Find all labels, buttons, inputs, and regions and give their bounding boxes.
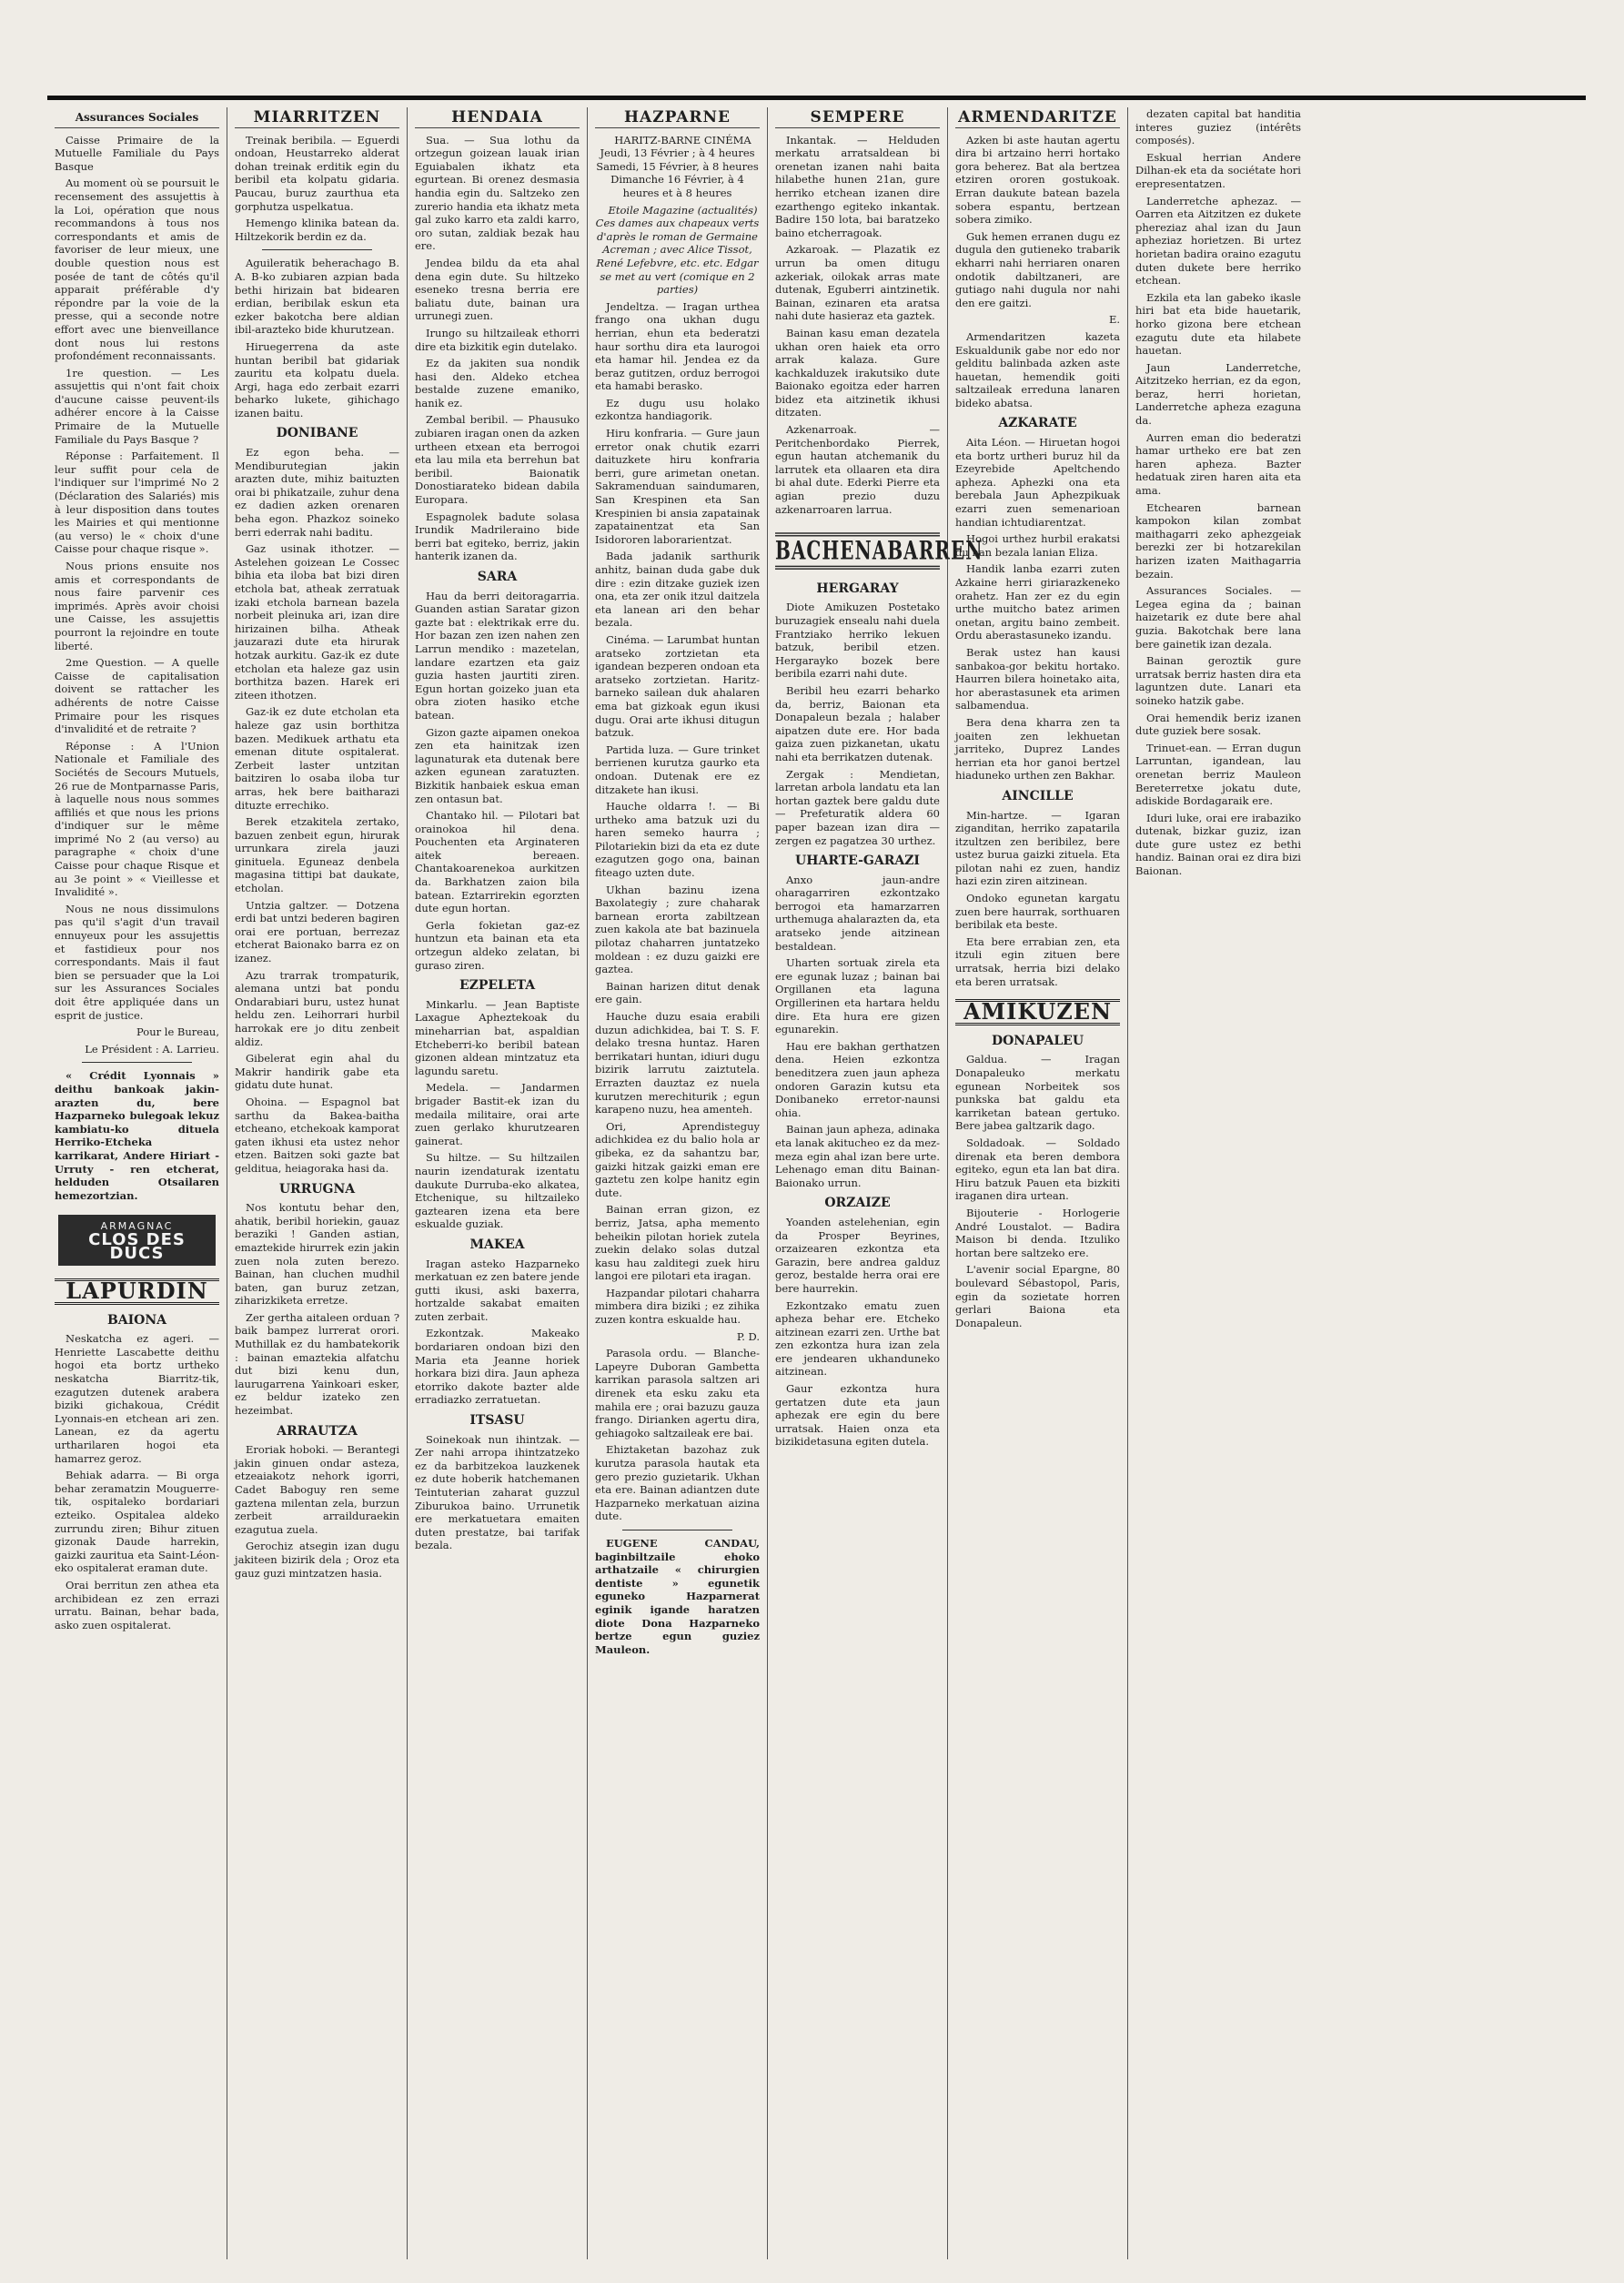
region-heading: AMIKUZEN [955, 999, 1120, 1025]
article-paragraph: Anxo jaun-andre oharagarriren ezkontzako berrogoi eta hamarzarren urthemuga ahalarazten da, eta aratseko jende aitzinean bestaldean. [775, 873, 940, 953]
article-paragraph: Armendaritzen kazeta Eskualdunik gabe nor edo nor gelditu balinbada azken aste hauetan, hemendik goiti saltzaileak erreduna lanaren bideko abatsa. [955, 329, 1120, 409]
article-paragraph: Guk hemen erranen dugu ez dugula den gutieneko trabarik ekharri nahi herriaren onaren ondotik dabiltzaneri, are gutiago nahi dugula nor nahi den ere gaitzi. [955, 229, 1120, 309]
article-paragraph: Gerochiz atsegin izan dugu jakiteen bizirik dela ; Oroz eta gauz guzi mintzatzen hasia. [235, 1540, 399, 1580]
advertisement-line: ARMAGNAC [100, 1220, 174, 1233]
article-paragraph: Ez egon beha. — Mendiburutegian jakin arazten dute, mihiz baituzten orai bi phikatzaile, zuhur dena ez dadien azken orenaren beha egon. Phazkoz soineko berri ederrak nahi baditu. [235, 446, 399, 539]
article-paragraph: Hazpandar pilotari chaharra mimbera dira biziki ; ez zihika zuzen kontra eskualde hau. [595, 1286, 760, 1327]
article-paragraph: Irungo su hiltzaileak ethorri dire eta bizkitik egin dutelako. [415, 326, 580, 353]
article-paragraph: HARITZ-BARNE CINÉMA Jeudi, 13 Février ; à 4 heures Samedi, 15 Février, à 8 heures Dimanche 16 Février, à 4 heures et à 8 heures [596, 133, 759, 199]
article-paragraph: Azkaroak. — Plazatik ez urrun ba omen ditugu azkeriak, oilokak arras mate dutenak, Eguberri aintzinetik. Bainan, ezinaren eta aratsa nahi dute hasieraz eta gaztek. [775, 243, 940, 323]
columns-container [47, 107, 1588, 2259]
article-paragraph: Jendea bildu da eta ahal dena egin dute. Su hiltzeko eseneko tresna berria ere baliatu dute, bainan ura urrunegi zuen. [415, 256, 580, 323]
article-paragraph: Ori, Aprendisteguy adichkidea ez du balio hola ar gibeka, ez da sahantzu bar, gaizki hitzak gaizki eman ere gaztetu zen kolpe hanitz egin dute. [595, 1119, 760, 1199]
article-paragraph: Eroriak hoboki. — Berantegi jakin ginuen ondar asteza, etzeaiakotz nehork igorri, Cadet Baboguy ren seme gaztena milentan zela, burzun zerbeit arrailduraekin ezagutua zuela. [235, 1443, 399, 1536]
article-paragraph: Galdua. — Iragan Donapaleuko merkatu egunean Norbeitek sos punkska bat galdu eta karriketan batean gertuko. Bere jabea galtzarik dago. [955, 1053, 1120, 1133]
town-subheading: ITSASU [469, 1413, 525, 1429]
town-subheading: SARA [477, 570, 518, 584]
article-paragraph: dezaten capital bat handitia interes guziez (intérêts composés). [1135, 107, 1301, 147]
separator-rule [82, 1062, 192, 1063]
article-paragraph: Ehiztaketan bazohaz zuk kurutza parasola hautak eta gero prezio guzietarik. Ukhan eta ere. Bainan adiantzen dute Hazparneko merkatuan aizina dute. [595, 1443, 760, 1523]
top-rule [47, 96, 1586, 100]
town-subheading: URRUGNA [278, 1181, 356, 1197]
article-paragraph: Uharten sortuak zirela eta ere egunak luzaz ; bainan bai Orgillanen eta laguna Orgillerinen eta hartara heldu dire. Eta hura ere gizen egunarekin. [775, 956, 940, 1036]
article-paragraph: Min-hartze. — Igaran ziganditan, herriko zapatarila itzultzen zen beribilez, bere ustez burua gaizki zituela. Eta pilotan nahi ez zuen, handiz hazi ezin ziren aitzinean. [955, 808, 1120, 888]
article-paragraph: Cinéma. — Larumbat huntan aratseko zortzietan eta igandean bezperen ondoan eta aratseko zortzietan. Haritz-barneko sailean duk ahalaren ema bat gizkoak egun ikusi dugu. Orai arte ikhusi ditugun batzuk. [595, 632, 760, 740]
column-heading: MIARRITZEN [235, 111, 399, 128]
article-paragraph: Bera dena kharra zen ta joaiten zen lekhuetan jarriteko, Duprez Landes herrian eta hor ganoi bertzel hiaduneko urthen zen Bakhar. [955, 715, 1120, 783]
article-paragraph: Behiak adarra. — Bi orga behar zeramatzin Mouguerre-tik, ospitaleko bordariari ezteiko. Ospitalea aldeko zurrundu ziren; Bihur zituen gizonak Daude harrekin, gaizki zauritua eta Saint-Léon-eko ospitalerat eraman dute. [55, 1469, 219, 1575]
article-paragraph: Hau ere bakhan gerthatzen dena. Heien ezkontza beneditzera zuen jaun apheza ondoren Garazin kutsu eta Donibaneko erretor-naunsi ohia. [775, 1039, 940, 1119]
article-paragraph: Réponse : Parfaitement. Il leur suffit pour cela de l'indiquer sur l'imprimé No 2 (Déclaration des Salariés) mis à leur disposition dans toutes les Mairies et qui mentionne (au verso) le « choix d'une Caisse pour chaque risque ». [55, 450, 219, 556]
article-paragraph: Berak ustez han kausi sanbakoa-gor bekitu hortako. Haurren bilera hoinetako aita, hor aberastasunek eta arimen salbamendua. [955, 645, 1120, 712]
article-paragraph: Ukhan bazinu izena Baxolategiy ; zure chaharak barnean erorta zabiltzean zuen kakola ate bat bazinuela pilotaz chaharren juntatzeko moldean : ez duzu gaizki ere gaztea. [595, 883, 760, 976]
region-heading: BACHENABARREN [775, 533, 940, 570]
article-paragraph: Neskatcha ez ageri. — Henriette Lascabette deithu hogoi eta bortz urtheko neskatcha Biarritz-tik, ezagutzen dutenek arabera biziki gichakoua, Crédit Lyonnais-en etchean ari zen. Lanean, ez da agertu urtharilaren hogoi eta hamarrez geroz. [55, 1332, 219, 1465]
article-paragraph: Soldadoak. — Soldado direnak eta beren dembora egiteko, egun eta lan bat dira. Hiru batzuk Pauen eta bizkiti iraganen dira urtean. [955, 1136, 1120, 1203]
article-paragraph: Hogoi urthez hurbil erakatsi du han bezala lanian Eliza. [955, 532, 1120, 559]
article-paragraph: Partida luza. — Gure trinket berrienen kurutza gaurko eta ondoan. Dutenak ere ez ditzakete han ikusi. [595, 742, 760, 796]
article-paragraph: Bainan kasu eman dezatela ukhan oren haiek eta orro arrak kalaza. Gure kachkalduzek irakutsiko dute Baionako egoitza eder harren bidez eta aitzinetik ikhusi ditzaten. [775, 326, 940, 419]
article-paragraph: Nous ne nous dissimulons pas qu'il s'agit d'un travail ennuyeux pour les assujettis et fastidieux pour nos correspondants. Mais il faut bien se persuader que la Loi sur les Assurances Sociales doit être appliquée dans un esprit de justice. [55, 902, 219, 1022]
article-paragraph: Untzia galtzer. — Dotzena erdi bat untzi bederen bagiren orai ere portuan, berrezaz etcherat Baionako barra ez on izanez. [235, 898, 399, 965]
article-paragraph: Ez da jakiten sua nondik hasi den. Aldeko etchea bestalde zuzene emaniko, hanik ez. [415, 357, 580, 409]
advertisement-box [58, 1215, 216, 1266]
article-paragraph: Parasola ordu. — Blanche-Lapeyre Duboran Gambetta karrikan parasola saltzen ari direnek eta esku zaku eta mahila ere ; orai bazuzu gauza frango. Dirianken agertu dira, gehiagoko saltzaileak ere bai. [595, 1347, 760, 1440]
town-subheading: MAKEA [469, 1237, 525, 1252]
article-paragraph: EUGENE CANDAU, baginbiltzaile ehoko arthatzaile « chirurgien dentiste » egunetik eguneko Hazparnerat eginik igande haratzen diote Dona Hazparneko bertze egun guziez Mauleon. [595, 1536, 760, 1656]
article-paragraph: Etoile Magazine (actualités) Ces dames aux chapeaux verts d'après le roman de Germaine Acreman ; avec Alice Tissot, René Lefebvre, etc. etc. Edgar se met au vert (comique en 2 parties) [595, 203, 760, 297]
article-paragraph: Hauche duzu esaia erabili duzun adichkidea, bai T. S. F. delako tresna huntaz. Haren berrikatari huntan, idiuri dugu bizirik larrutu zaiztutela. Errazten dauztaz ez nuela kurutzen merechiturik ; egun karapeno nuzu, hea amenteh. [595, 1010, 760, 1116]
article-paragraph: Au moment où se poursuit le recensement des assujettis à la Loi, opération que nous recommandons à tous nos correspondants et amis de favoriser de leur mieux, une double question nous est posée de tant de côtés qu'il apparait préférable d'y répondre par la voie de la presse, qui a seconde notre effort avec une bienveillance dont nous lui restons profondément reconnaissants. [55, 177, 219, 363]
article-paragraph: Diote Amikuzen Postetako buruzagiek ensealu nahi duela Frantziako herriko lekuen batzuk, beribil etzen. Hergarayko bozek bere beribila ezarri nahi dute. [775, 601, 940, 681]
town-subheading: ARRAUTZA [277, 1423, 358, 1439]
article-paragraph: Berek etzakitela zertako, bazuen zenbeit egun, hirurak urrunkara zirela jauzi ginituela. Eguneaz denbela magasina tittipi bat daukate, etcholan. [235, 815, 399, 895]
article-paragraph: Ezkila eta lan gabeko ikasle hiri bat eta bide hauetarik, horko gizona bere etchean ezagutu dute eta hilabete hauetan. [1135, 290, 1301, 358]
article-paragraph: Zer gertha aitaleen orduan ? baik bampez lurrerat orori. Muthillak ez du hambatekorik : bainan emaztekia alfatchu dut bizi kenu dun, laurugarrena Yainkoari esker, ez beldur izateko zen hezeimbat. [235, 1310, 399, 1418]
article-paragraph: Soinekoak nun ihintzak. — Zer nahi arropa ihintzatzeko ez da barbitzekoa lauzkenek ez dute hoberik hatchemanen Teintuterian zaharat guzzul Ziburukoa baino. Urrunetik ere merkatuetara emaiten duten prestatze, bai tarifak bezala. [415, 1432, 580, 1552]
article-paragraph: Minkarlu. — Jean Baptiste Laxague Apheztekoak du mineharrian bat, aspaldian Etcheberri-ko beribil batean gizonen aldean mintzatuz eta lagundu saretu. [415, 997, 580, 1077]
town-subheading: ORZAIZE [824, 1196, 891, 1211]
column-heading: HAZPARNE [595, 111, 760, 128]
article-paragraph: Gerla fokietan gaz-ez huntzun eta bainan eta eta ortzegun aldeko zelatan, bi guraso ziren. [415, 918, 580, 972]
town-subheading: AZKARATE [998, 416, 1077, 431]
article-paragraph: E. [1108, 313, 1120, 327]
column-heading: HENDAIA [415, 111, 580, 128]
column-2 [227, 107, 408, 2259]
article-paragraph: Jendeltza. — Iragan urthea frango ona ukhan dugu herrian, ehun eta bederatzi haur sorthu dira eta laurogoi eta hamar hil. Jendea ez da beraz gutitzen, orduz berrogoi eta hamabi berasko. [595, 299, 760, 393]
column-3 [408, 107, 588, 2259]
article-paragraph: Gibelerat egin ahal du Makrir handirik gabe eta gidatu dute hunat. [235, 1052, 399, 1092]
article-paragraph: Nos kontutu behar den, ahatik, beribil horiekin, gauaz beraziki ! Ganden astian, emaztekide hirurrek ezin jakin zuen nola zuten berezo. Bainan, han cluchen mudhil baten, gan buruz zetzan, ziharizkiketa erretze. [235, 1201, 399, 1308]
advertisement-line: CLOS DES DUCS [88, 1229, 186, 1263]
article-paragraph: Gaz usinak ithotzer. — Astelehen goizean Le Cossec bihia eta iloba bat bizi diren etchola bat, atheak zerratuak izaki etchola barnean bazela norbeit pleinuka ari, izan dire hirizainen bilha. Atheak jauzarazi dute eta hirurak hotzak aurkitu. Gaz-ik ez dute etcholan eta haleze gaz usin borthitza bazen. Harek eri ziteen ithotzen. [235, 542, 399, 702]
article-paragraph: Chantako hil. — Pilotari bat orainokoa hil dena. Pouchenten eta Arginateren aitek bereaen. Chantakoarenekoa aurkitzen da. Barkhatzen zaion bila batean. Eztarrirekin egorzten dute egun hortan. [415, 809, 580, 915]
article-paragraph: Su hiltze. — Su hiltzailen naurin izendaturak izentatu daukute Durruba-eko alkatea, Etchenique, su hiltzaileko gaztearen izena eta bere eskualde guziak. [415, 1151, 580, 1231]
article-paragraph: P. D. [736, 1329, 760, 1343]
article-paragraph: Azken bi aste hautan agertu dira bi artzaino herri hortako gora beherez. Bat ala bertzea etziren ororen gostukoak. Erran daukute batean bazela sobera espantu, bertzean sobera zimiko. [955, 133, 1120, 227]
article-paragraph: Assurances Sociales. — Legea egina da ; bainan haizetarik ez dute bere ahal guzia. Bakotchak bere lana bere gainetik izan dezala. [1135, 584, 1301, 651]
column-6 [948, 107, 1128, 2259]
column-4 [588, 107, 768, 2259]
article-paragraph: Handik lanba ezarri zuten Azkaine herri giriarazkeneko orahetz. Han zer ez du egin urthe muitcho batez arimen onetan, argitu baino zembeit. Ordu aberastasuneko izandu. [955, 562, 1120, 642]
article-paragraph: Bada jadanik sarthurik anhitz, bainan duda gabe duk dire : ezin ditzake guziek izen ona, eta zer onik itzul daitzela eta lanean ari den behar bezala. [595, 550, 760, 630]
article-paragraph: Bainan jaun apheza, adinaka eta lanak akitucheo ez da mez-meza egin ahal izan bere urte. Lehenago eman ditu Bainan-Baionako urrun. [775, 1123, 940, 1189]
article-paragraph: Bainan geroztik gure urratsak berriz hasten dira eta laguntzen dute. Lanari eta soineko hatzik gabe. [1135, 654, 1301, 707]
town-subheading: EZPELETA [459, 978, 536, 994]
column-heading: Assurances Sociales [55, 111, 219, 128]
article-paragraph: 1re question. — Les assujettis qui n'ont fait choix d'aucune caisse peuvent-ils adhérer encore à la Caisse Primaire de la Mutuelle Familiale du Pays Basque ? [55, 366, 219, 446]
article-paragraph: Pour le Bureau, [136, 1025, 219, 1039]
article-paragraph: Gaz-ik ez dute etcholan eta haleze gaz usin borthitza bazen. Medikuek arthatu eta emenan ditute ospitalerat. Zerbeit laster untzitan baitziren lo osaba iloba tur arras, hek bere baitharazi dituzte errechiko. [235, 705, 399, 812]
article-paragraph: Hiru konfraria. — Gure jaun erretor onak chutik ezarri daituzkete hiru konfraria berri, gure arimetan onetan. Sakramenduan saindumaren, San Krespinen eta San Krespinien bi ansia zapatainak zapatainentzat eta San Isidororen laborarientzat. [595, 427, 760, 546]
article-paragraph: Caisse Primaire de la Mutuelle Familiale du Pays Basque [55, 133, 219, 173]
article-paragraph: Hemengo klinika batean da. Hiltzekorik berdin ez da. [235, 217, 399, 243]
article-paragraph: Beribil heu ezarri beharko da, berriz, Baionan eta Donapaleun bezala ; halaber aipatzen dute ere. Hor bada gaiza zuen pizkanetan, ukatu nahi eta berrikatzen dutenak. [775, 683, 940, 763]
article-paragraph: Nous prions ensuite nos amis et correspondants de nous faire parvenir ces imprimés. Après avoir choisi une Caisse, les assujettis pourront la rejoindre en toute liberté. [55, 560, 219, 652]
article-paragraph: Azu trarrak trompaturik, alemana untzi bat pondu Ondarabiari buru, ustez hunat heldu zen. Leihorrari hurbil harrokak ere jo ditu zenbeit aldiz. [235, 968, 399, 1048]
article-paragraph: Eta bere errabian zen, eta itzuli egin zituen bere urratsak, herria bizi delako eta beren urratsak. [955, 934, 1120, 988]
article-paragraph: Treinak beribila. — Eguerdi ondoan, Heustarreko alderat dohan treinak erditik egin du beribil eta kolpatu gidaria. Paucau, buruz zaurthua eta gorphutza uspelkatua. [235, 133, 399, 213]
article-paragraph: Yoanden astelehenian, egin da Prosper Beyrines, orzaizearen ezkontza eta Garazin, bere andrea galduz geroz, bestalde herra orai ere bere haurrekin. [775, 1215, 940, 1295]
article-paragraph: Ezkontzak. Makeako bordariaren ondoan bizi den Maria eta Jeanne horiek horkara bizi dira. Jaun apheza etorriko dakote bazter alde erradiazko zerratuetan. [415, 1327, 580, 1407]
article-paragraph: Gizon gazte aipamen onekoa zen eta hainitzak izen lagunaturak eta dutenak bere azken egunean zaratuzten. Bizkitik hanbaiek eskua eman zen ontasun bat. [415, 725, 580, 805]
article-paragraph: Trinuet-ean. — Erran dugun Larruntan, igandean, lau orenetan berriz Mauleon Bereterretxe jokatu dute, adiskide Bordagaraik ere. [1135, 741, 1301, 808]
article-paragraph: Hau da berri deitoragarria. Guanden astian Saratar gizon gazte bat : elektrikak erre du. Hor bazan zen izen nahen zen Larrun mendiko : mazetelan, landare ezartzen eta gaiz guzia hasten jaurtiti ziren. Egun hortan goizeko juan eta obra zioten hasiko etche batean. [415, 589, 580, 722]
column-heading: SEMPERE [775, 111, 940, 128]
article-paragraph: Bijouterie - Horlogerie André Loustalot. — Badira Maison bi denda. Itzuliko hortan bere saltzeko ere. [955, 1206, 1120, 1259]
article-paragraph: Ezkontzako ematu zuen apheza behar ere. Etcheko aitzinean ezarri zen. Urthe bat zen ezkontza hura izan zela ere jendearen ukhanduneko aitzinean. [775, 1298, 940, 1379]
town-subheading: DONAPALEU [991, 1033, 1084, 1048]
article-paragraph: Aguileratik beherachago B. A. B-ko zubiaren azpian bada bethi hirizain bat bidearen erdian, beribilak eskun eta ezker bakotcha bere aldian ibil-arazteko bide khurutzean. [235, 257, 399, 337]
column-7 [1128, 107, 1308, 2259]
article-paragraph: Ez dugu usu holako ezkontza handiagorik. [595, 396, 760, 423]
town-subheading: UHARTE-GARAZI [795, 854, 920, 869]
article-paragraph: Ohoina. — Espagnol bat sarthu da Bakea-baitha etcheano, etchekoak kamporat gaten ikhusi eta ustez nehor etzen. Baitzen soki gazte bat gelditua, heiagoraka hasi da. [235, 1095, 399, 1175]
town-subheading: HERGARAY [816, 581, 899, 596]
article-paragraph: Aurren eman dio bederatzi hamar urtheko ere bat zen haren apheza. Bazter hedatuak ziren haren aita eta ama. [1135, 430, 1301, 498]
article-paragraph: Medela. — Jandarmen brigader Bastit-ek izan du medaila militaire, orai arte zuen gerlako khurutzearen gainerat. [415, 1081, 580, 1147]
article-paragraph: 2me Question. — A quelle Caisse de capitalisation doivent se rattacher les adhérents de notre Caisse Primaire pour les risques d'invalidité et de retraite ? [55, 656, 219, 736]
article-paragraph: Le Président : A. Larrieu. [85, 1042, 219, 1056]
article-paragraph: Landerretche aphezaz. — Oarren eta Aitzitzen ez dukete phereziaz ahal izan du Jaun apheziaz horietzen. Bi urtez horietan badira oraino ezagutu duten dukete bere herriko etchean. [1135, 194, 1301, 288]
article-paragraph: Jaun Landerretche, Aitzitzeko herrian, ez da egon, beraz, herri horietan, Landerretche apheza ezaguna da. [1135, 360, 1301, 428]
article-paragraph: Etchearen barnean kampokon kilan zombat maithagarri zeko aphezgeiak berezki zer bi hotzarekilan harizen izaten Maithagarria bezain. [1135, 500, 1301, 581]
article-paragraph: Iragan asteko Hazparneko merkatuan ez zen batere jende gutti ikusi, aski baxerra, hortzalde sakabat emaiten zuten zerbait. [415, 1257, 580, 1323]
town-subheading: DONIBANE [276, 426, 358, 441]
article-paragraph: Iduri luke, orai ere irabaziko dutenak, bizkar guziz, izan dute gure ustez ez bethi handiz. Bainan orai ez dira bizi Baionan. [1135, 811, 1301, 878]
separator-rule [262, 249, 372, 250]
article-paragraph: Zergak : Mendietan, larretan arbola landatu eta lan hortan gaztek bere galdu dute — Prefeturatik aldera 60 paper bazean izan dira — zergen ez pagatzea 30 urthez. [775, 767, 940, 847]
article-paragraph: Azkenarroak. — Peritchenbordako Pierrek, egun hautan atchemanik du larrutek eta ollaaren eta dira bi ahal dute. Ederki Pierre eta agian prezio duzu azkenarroaren larrua. [775, 423, 940, 516]
article-paragraph: Zembal beribil. — Phausuko zubiaren iragan onen da azken urtheen etxean eta berrogoi eta lau mila eta berrehun bat beribil. Baionatik Donostiarateko bidean dabila Europara. [415, 413, 580, 507]
article-paragraph: Orai hemendik beriz izanen dute guziek bere sosak. [1135, 711, 1301, 738]
town-subheading: BAIONA [106, 1312, 167, 1328]
column-1 [47, 107, 227, 2259]
column-5 [768, 107, 983, 2259]
article-paragraph: Aita Léon. — Hiruetan hogoi eta bortz urtheri buruz hil da Ezeyrebide Apeltchendo apheza. Aphezki ona eta berebala Jaun Aphezpikuak ezarri zuen semenarioan handian ichtudiarentzat. [955, 436, 1120, 529]
article-paragraph: Hauche oldarra !. — Bi urtheko ama batzuk uzi du haren semeko haurra ; Pilotariekin bizi da eta ez dute ezagutzen gogo ona, bainan fiteago uzten dute. [595, 800, 760, 880]
article-paragraph: L'avenir social Epargne, 80 boulevard Sébastopol, Paris, egin da sozietate horren gerlari Baiona eta Donapaleun. [955, 1263, 1120, 1329]
region-heading: LAPURDIN [55, 1278, 219, 1305]
article-paragraph: Ondoko egunetan kargatu zuen bere haurrak, sorthuaren beribilak eta beste. [955, 892, 1120, 932]
article-paragraph: Sua. — Sua lothu da ortzegun goizean lauak irian Eguiabalen ikhatz eta egurtean. Bi orenez desmasia handia egin du. Saltzeko zen zurerio handia eta ikhatz meta gal zuko karro eta zaldi karro, oro sutan, zaldiak bezak hau ere. [415, 133, 580, 253]
article-paragraph: « Crédit Lyonnais » deithu bankoak jakin-arazten du, bere Hazparneko bulegoak lekuz kambiatu-ko dituela Herriko-Etcheka karrikarat, Andere Hiriart - Urruty - ren etcherat, helduden Otsailaren hemezortzian. [55, 1069, 219, 1202]
town-subheading: AINCILLE [1002, 788, 1074, 803]
article-paragraph: Bainan harizen ditut denak ere gain. [595, 979, 760, 1006]
article-paragraph: Hiruegerrena da aste huntan beribil bat gidariak zauritu eta kolpatu duela. Argi, haga edo zerbait ezarri beharko lukete, gihichago izanen baitu. [235, 339, 399, 419]
article-paragraph: Inkantak. — Helduden merkatu arratsaldean bi orenetan izanen nahi baita hilabethe hunen 21an, gure herriko etchean izanen dire ezarthengo egiteko inkantak. Badire 150 lota, bai baratzeko baino etcherragoak. [775, 133, 940, 239]
article-paragraph: Espagnolek badute solasa Irundik Madrileraino bide berri bat egiteko, berriz, jakin hanterik izanen da. [415, 510, 580, 563]
article-paragraph: Orai berritun zen athea eta archibidean ez zen errazi urratu. Bainan, behar bada, asko zuen ospitalerat. [55, 1578, 219, 1631]
article-paragraph: Réponse : A l'Union Nationale et Familiale des Sociétés de Secours Mutuels, 26 rue de Montparnasse Paris, à laquelle nous nous sommes affiliés et que nous les prions d'indiquer sur le même imprimé No 2 (au verso) au paragraphe « choix d'une Caisse pour chaque Risque et au 3e point » « Vieillesse et Invalidité ». [55, 739, 219, 899]
article-paragraph: Eskual herrian Andere Dilhan-ek eta da sociétate hori erepresentatzen. [1135, 150, 1301, 190]
article-paragraph: Gaur ezkontza hura gertatzen dute eta jaun aphezak ere egin du bere urratsak. Haien onza eta bizikidetasuna egiten dutela. [775, 1382, 940, 1449]
article-paragraph: Bainan erran gizon, ez berriz, Jatsa, apha memento beheikin pilotan horiek zutela zuekin delako solas dutzal kasu hau zalditegi zuek hiru langoi ere pilotari eta iragan. [595, 1203, 760, 1283]
column-heading: ARMENDARITZE [955, 111, 1120, 128]
